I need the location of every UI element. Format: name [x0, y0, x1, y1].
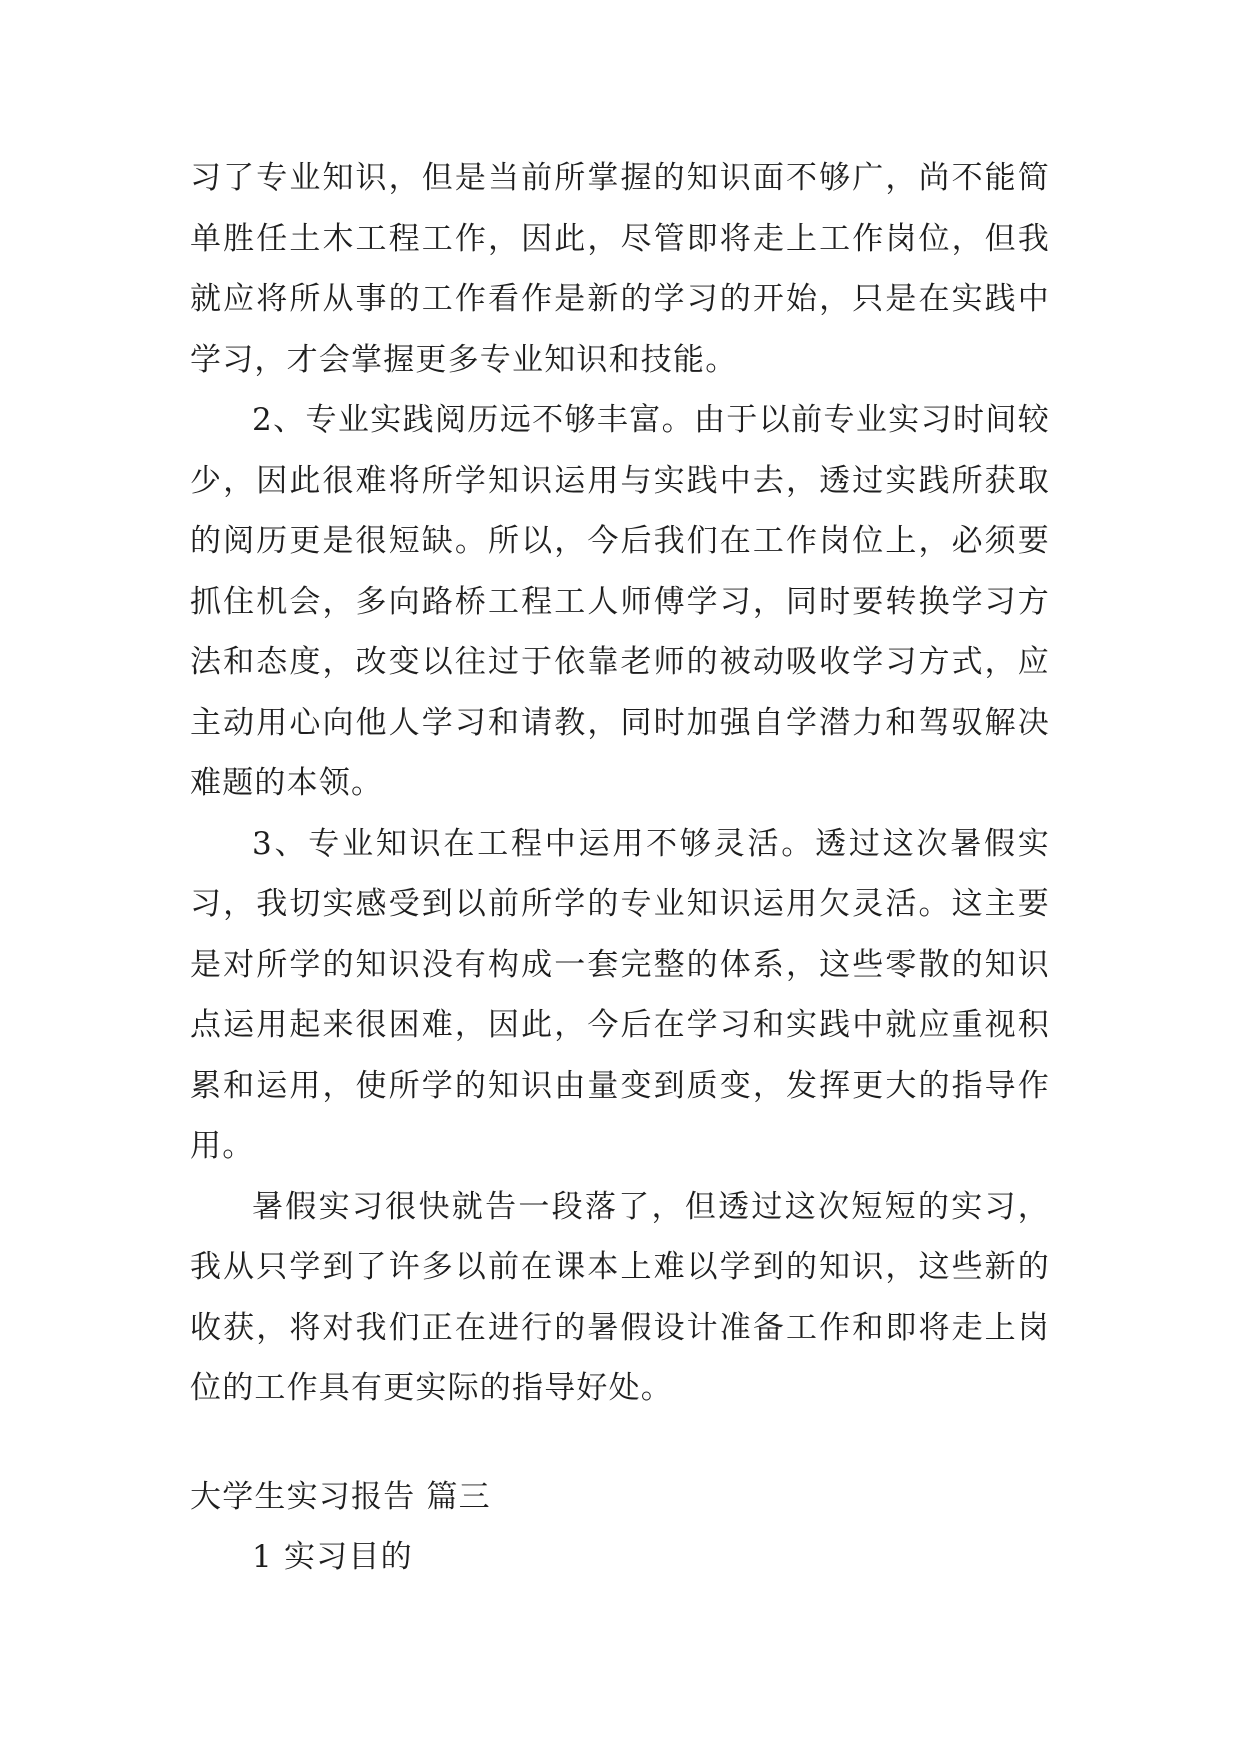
paragraph-point-2: 2、专业实践阅历远不够丰富。由于以前专业实习时间较少，因此很难将所学知识运用与实践中去，透过实践所获取的阅历更是很短缺。所以，今后我们在工作岗位上，必须要抓住机会，多向路桥工程工人师傅学习，同时要转换学习方法和态度，改变以往过于依靠老师的被动吸收学习方式，应主动用心向他人学习和请教，同时加强自学潜力和驾驭解决难题的本领。 [190, 402, 1050, 801]
document-body [190, 148, 1050, 1588]
paragraph-conclusion: 暑假实习很快就告一段落了，但透过这次短短的实习，我从只学到了许多以前在课本上难以学到的知识，这些新的收获，将对我们正在进行的暑假设计准备工作和即将走上岗位的工作具有更实际的指导好处。 [190, 1188, 1050, 1406]
paragraph-continuation: 习了专业知识，但是当前所掌握的知识面不够广，尚不能简单胜任土木工程工作，因此，尽管即将走上工作岗位，但我就应将所从事的工作看作是新的学习的开始，只是在实践中学习，才会掌握更多专业知识和技能。 [190, 160, 1050, 378]
section-spacer [190, 1419, 1050, 1467]
section-title: 大学生实习报告 篇三 [190, 1478, 491, 1515]
paragraph-point-3: 3、专业知识在工程中运用不够灵活。透过这次暑假实习，我切实感受到以前所学的专业知识运用欠灵活。这主要是对所学的知识没有构成一套完整的体系，这些零散的知识点运用起来很困难，因此，今后在学习和实践中就应重视积累和运用，使所学的知识由量变到质变，发挥更大的指导作用。 [190, 825, 1050, 1164]
subsection-title: 1 实习目的 [252, 1539, 413, 1575]
